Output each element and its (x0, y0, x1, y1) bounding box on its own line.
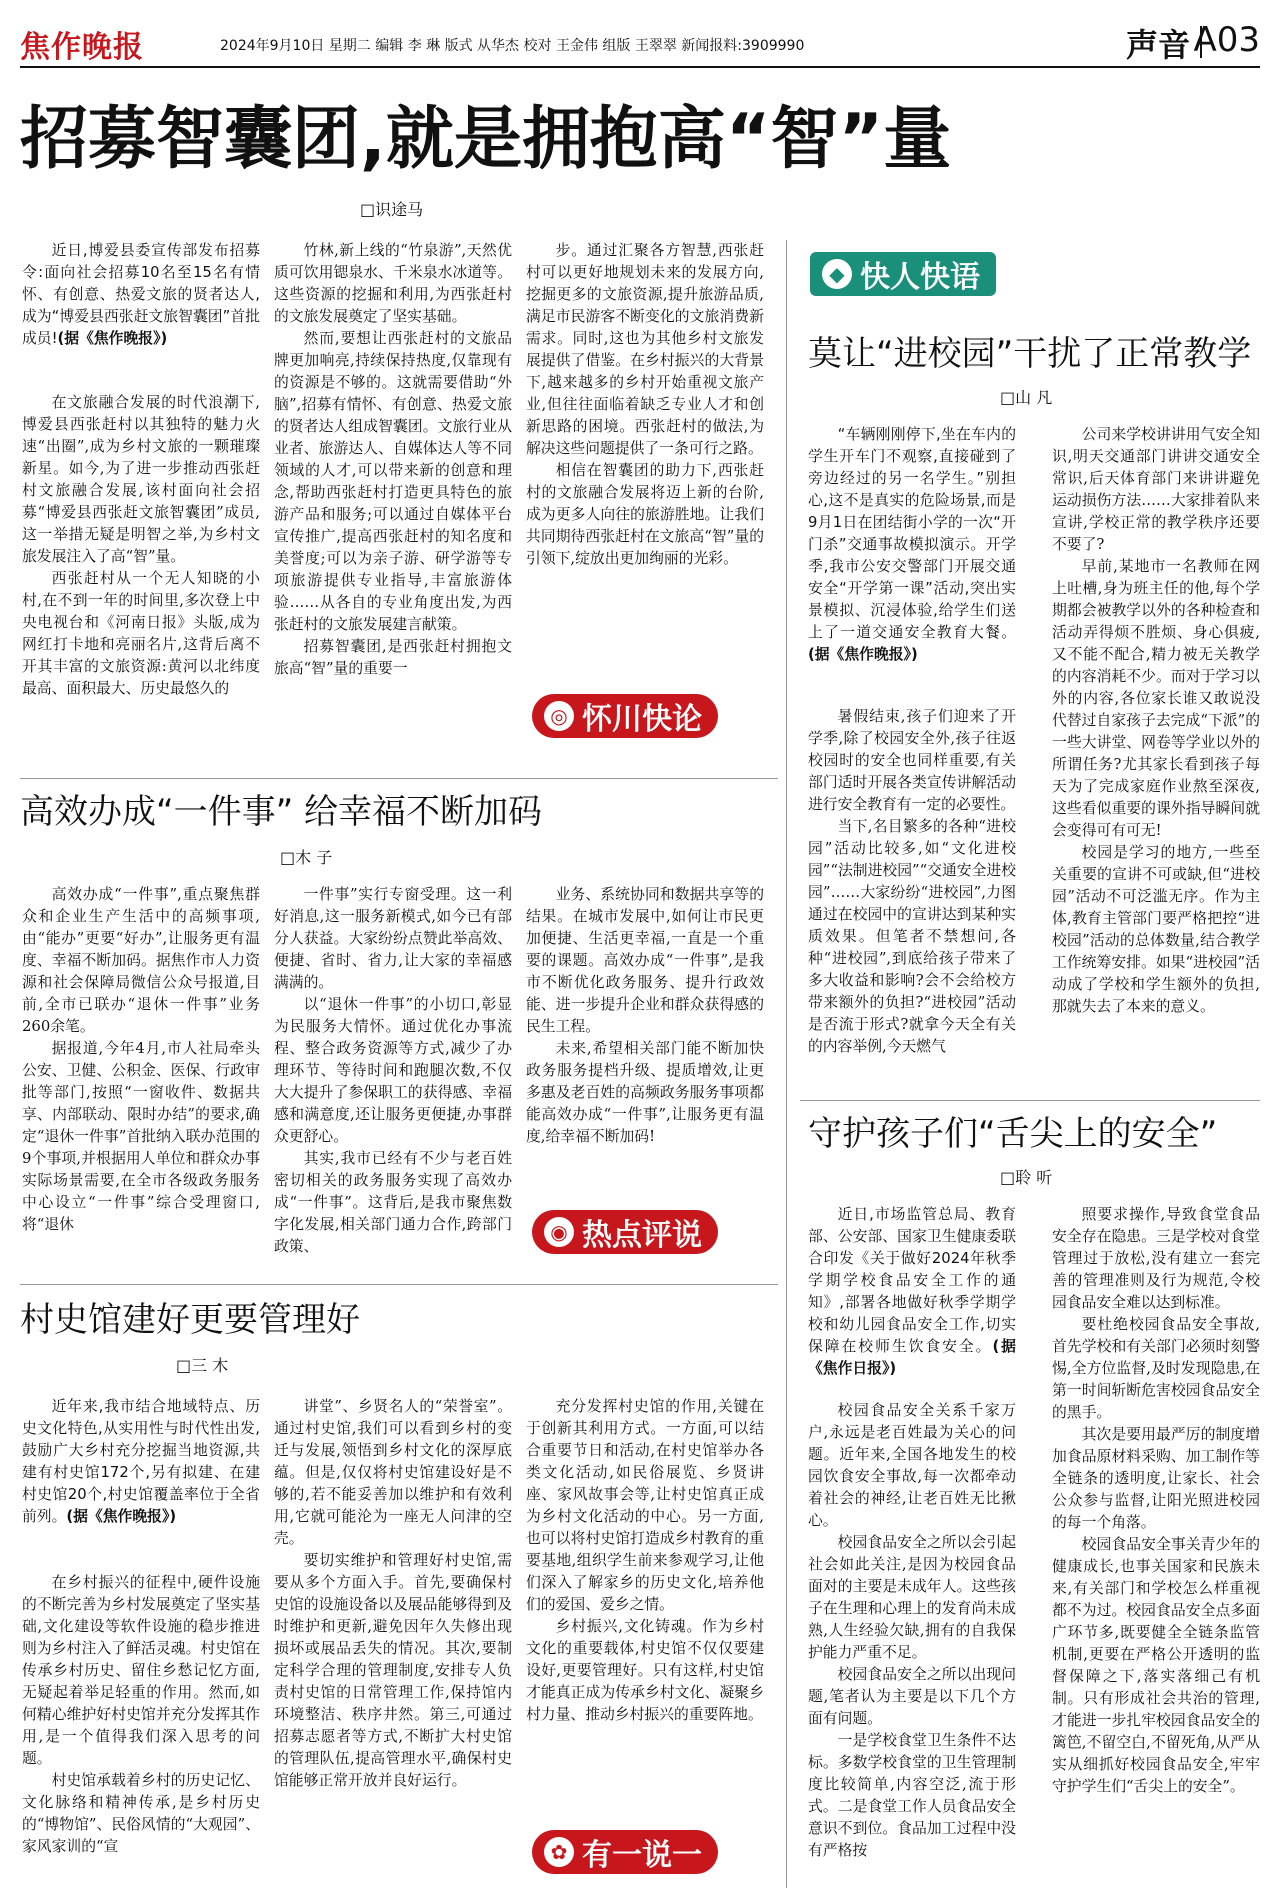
column-divider (786, 240, 787, 1888)
thumbs-icon: ✿ (544, 1837, 574, 1867)
paragraph: 一件事”实行专窗受理。这一利好消息,这一服务新模式,如今已有部分人获益。大家纷纷点赞此举高效、便捷、省时、省力,让大家的幸福感满满的。 (274, 886, 512, 991)
article1-col1 (22, 392, 260, 762)
article1-author: □识途马 (360, 200, 424, 219)
article5-col2 (1052, 1204, 1260, 1888)
paragraph: 未来,希望相关部门能不断加快政务服务提档升级、提质增效,让更多惠及老百姓的高频政务服务事项都能高效办成“一件事”,让服务更有温度,给幸福不断加码! (526, 1040, 764, 1145)
lead-source: (据《焦作日报》) (808, 1338, 1016, 1377)
paragraph: 据报道,今年4月,市人社局牵头公安、卫健、公积金、医保、行政审批等部门,按照“一窗收件、数据共享、内部联动、限时办结”的要求,确定“退休一件事”首批纳入联办范围的9个事项,并根据用人单位和群众办事实际场景需要,在全市各级政务服务中心设立“一件事”综合受理窗口,将“退休 (22, 1040, 260, 1233)
paragraph: 当下,名目繁多的各种“进校园”活动比较多,如“文化进校园”“法制进校园”“交通安全进校园”……大家纷纷“进校园”,力图通过在校园中的宣讲达到某种实质效果。但笔者不禁想问,各种“进校园”,到底给孩子带来了多大收益和影响?会不会给校方带来额外的负担?“进校园”活动是否流于形式?就拿今天全有关的内容举例,今天燃气 (808, 818, 1016, 1055)
paragraph: 校园食品安全之所以出现问题,笔者认为主要是以下几个方面有问题。 (808, 1666, 1016, 1727)
divider (20, 778, 778, 779)
paragraph: 照要求操作,导致食堂食品安全存在隐患。三是学校对食堂管理过于放松,没有建立一套完善的管理准则及行为规范,令校园食品安全难以达到标准。 (1052, 1206, 1260, 1311)
paragraph: 校园食品安全关系千家万户,永远是老百姓最为关心的问题。近年来,全国各地发生的校园饮食安全事故,每一次都牵动着社会的神经,让老百姓无比揪心。 (808, 1402, 1016, 1529)
paragraph: 讲堂”、乡贤名人的“荣誉室”。通过村史馆,我们可以看到乡村的变迁与发展,领悟到乡村文化的深厚底蕴。但是,仅仅将村史馆建设好是不够的,若不能妥善加以维护和有效利用,它就可能沦为一座无人问津的空壳。 (274, 1398, 512, 1547)
article4-col1 (808, 706, 1016, 1082)
wifi-icon: ◉ (544, 1217, 574, 1247)
paragraph: 要杜绝校园食品安全事故,首先学校和有关部门必须时刻警惕,全方位监督,及时发现隐患,在第一时间斩断危害校园食品安全的黑手。 (1052, 1316, 1260, 1421)
banner-redian (532, 1210, 718, 1254)
paragraph: 其实,我市已经有不少与老百姓密切相关的政务服务实现了高效办成“一件事”。这背后,是我市聚焦数字化发展,相关部门通力合作,跨部门政策、 (274, 1150, 512, 1255)
paragraph: 相信在智囊团的助力下,西张赶村的文旅融合发展将迈上新的台阶,成为更多人向往的旅游胜地。让我们共同期待西张赶村在文旅高“智”量的引领下,绽放出更加绚丽的光彩。 (526, 462, 764, 567)
paragraph: 校园是学习的地方,一些至关重要的宣讲不可或缺,但“进校园”活动不可泛滥无序。作为主体,教育主管部门要严格把控“进校园”活动的总体数量,结合教学工作统筹安排。如果“进校园”活动成了学校和学生额外的负担,那就失去了本来的意义。 (1052, 844, 1260, 1015)
article5-lead (808, 1204, 1016, 1384)
lead-source: (据《焦作晚报》) (66, 1508, 177, 1525)
swirl-icon: ◎ (544, 701, 574, 731)
divider (800, 1100, 1260, 1101)
article3-headline: 村史馆建好更要管理好 (20, 1300, 360, 1340)
paragraph: 西张赶村从一个无人知晓的小村,在不到一年的时间里,多次登上中央电视台和《河南日报》头版,成为网红打卡地和亮丽名片,这背后离不开其丰富的文旅资源:黄河以北纬度最高、面积最大、历史最悠久的 (22, 570, 260, 697)
megaphone-icon: ◆ (822, 259, 852, 289)
divider (20, 1284, 778, 1285)
paragraph: 竹林,新上线的“竹泉游”,天然优质可饮用锶泉水、千米泉水冰道等。这些资源的挖掘和利用,为西张赶村的文旅发展奠定了坚实基础。 (274, 242, 512, 325)
banner-text: 有一说一 (582, 1838, 702, 1873)
paragraph: 然而,要想让西张赶村的文旅品牌更加响亮,持续保持热度,仅靠现有的资源是不够的。这就需要借助“外脑”,招募有情怀、有创意、热爱文旅的贤者达人组成智囊团。文旅行业从业者、旅游达人、自媒体达人等不同领域的人才,可以带来新的创意和理念,帮助西张赶村打造更具特色的旅游产品和服务;可以通过自媒体平台宣传推广,提高西张赶村的知名度和美誉度;可以为亲子游、研学游等专项旅游提供专业指导,丰富旅游体验……从各自的专业角度出发,为西张赶村的文旅发展建言献策。 (274, 330, 512, 633)
paragraph: 充分发挥村史馆的作用,关键在于创新其利用方式。一方面,可以结合重要节日和活动,在村史馆举办各类文化活动,如民俗展览、乡贤讲座、家风故事会等,让村史馆真正成为乡村文化活动的中心。另一方面,也可以将村史馆打造成乡村教育的重要基地,组织学生前来参观学习,让他们深入了解家乡的历史文化,培养他们的爱国、爱乡之情。 (526, 1398, 764, 1613)
paragraph: 公司来学校讲讲用气安全知识,明天交通部门讲讲交通安全常识,后天体育部门来讲讲避免运动损伤方法……大家排着队来宣讲,学校正常的教学秩序还要不要了? (1052, 426, 1260, 553)
paragraph: 步。通过汇聚各方智慧,西张赶村可以更好地规划未来的发展方向,挖掘更多的文旅资源,提升旅游品质,满足市民游客不断变化的文旅消费新需求。同时,这也为其他乡村文旅发展提供了借鉴。在乡村振兴的大背景下,越来越多的乡村开始重视文旅产业,但往往面临着缺乏专业人才和创新思路的困境。西张赶村的做法,为解决这些问题提供了一条可行之路。 (526, 242, 764, 457)
issue-meta: 2024年9月10日 星期二 编辑 李 琳 版式 从华杰 校对 王金伟 组版 王翠翠 新闻报料:3909990 (220, 38, 805, 54)
masthead (20, 18, 1260, 65)
banner-youyi (532, 1830, 718, 1874)
lead-text: 近日,博爱县委宣传部发布招募令:面向社会招募10名至15名有情怀、有创意、热爱文旅的贤者达人,成为“博爱县西张赶文旅智囊团”首批成员! (22, 242, 260, 347)
article3-col3 (526, 1396, 764, 1808)
article4-col2 (1052, 424, 1260, 1082)
article1-headline: 招募智囊团,就是拥抱高“智”量 (20, 100, 952, 179)
article3-lead (22, 1396, 260, 1556)
header-rule (20, 66, 1260, 68)
paragraph: 要切实维护和管理好村史馆,需要从多个方面入手。首先,要确保村史馆的设施设备以及展品能够得到及时维护和更新,避免因年久失修出现损坏或展品丢失的情况。其次,要制定科学合理的管理制度,安排专人负责村史馆的日常管理工作,保持馆内环境整洁、秩序井然。第三,可通过招募志愿者等方式,不断扩大村史馆的管理队伍,提高管理水平,确保村史馆能够正常开放并良好运行。 (274, 1552, 512, 1789)
article2-col3 (526, 884, 764, 1184)
banner-text: 热点评说 (582, 1218, 702, 1253)
article4-lead (808, 424, 1016, 690)
banner-text: 怀川快论 (582, 702, 702, 737)
article5-author: □聆 听 (1000, 1168, 1053, 1187)
article3-col1 (22, 1572, 260, 1888)
article2-col1 (22, 884, 260, 1264)
paragraph: 早前,某地市一名教师在网上吐槽,身为班主任的他,每个学期都会被教学以外的各种检查和活动弄得烦不胜烦、身心俱疲,又不能不配合,精力被无关教学的内容消耗不少。而对于学习以外的内容,各位家长谁又敢说没代替过自家孩子去完成“下派”的一些大讲堂、网卷等学业以外的所谓任务?尤其家长看到孩子每天为了完成家庭作业熬至深夜,这些看似重要的课外指导瞬间就会变得可有可无! (1052, 558, 1260, 839)
article4-author: □山 凡 (1000, 388, 1053, 407)
lead-text: 近日,市场监管总局、教育部、公安部、国家卫生健康委联合印发《关于做好2024年秋季学期学校食品安全工作的通知》,部署各地做好秋季学期学校和幼儿园食品安全工作,切实保障在校师生饮食安全。 (808, 1206, 1016, 1355)
newspaper-logo: 焦作晚报 (20, 30, 144, 65)
article1-col3 (526, 240, 764, 640)
paragraph: 在文旅融合发展的时代浪潮下,博爱县西张赶村以其独特的魅力火速“出圈”,成为乡村文旅的一颗璀璨新星。如今,为了进一步推动西张赶村文旅融合发展,该村面向社会招募“博爱县西张赶文旅智囊团”成员,这一举措无疑是明智之举,为乡村文旅发展注入了高“智”量。 (22, 394, 260, 565)
paragraph: 乡村振兴,文化铸魂。作为乡村文化的重要载体,村史馆不仅仅要建设好,更要管理好。只有这样,村史馆才能真正成为传承乡村文化、凝聚乡村力量、推动乡村振兴的重要阵地。 (526, 1618, 764, 1723)
paragraph: 业务、系统协同和数据共享等的结果。在城市发展中,如何让市民更加便捷、生活更幸福,一直是一个重要的课题。高效办成“一件事”,是我市不断优化政务服务、提升行政效能、进一步提升企业和群众获得感的民生工程。 (526, 886, 764, 1035)
page-number: A03 (1193, 20, 1260, 60)
banner-text: 快人快语 (860, 260, 980, 295)
article3-author: □三 木 (176, 1356, 229, 1375)
article2-col2 (274, 884, 512, 1264)
paragraph: 高效办成“一件事”,重点聚焦群众和企业生产生活中的高频事项,由“能办”更要“好办”,让服务更有温度、幸福不断加码。据焦作市人力资源和社会保障局微信公众号报道,目前,全市已联办“退休一件事”业务260余笔。 (22, 886, 260, 1035)
paragraph: 在乡村振兴的征程中,硬件设施的不断完善为乡村发展奠定了坚实基础,文化建设等软件设施的稳步推进则为乡村注入了鲜活灵魂。村史馆在传承乡村历史、留住乡愁记忆方面,无疑起着举足轻重的作用。然而,如何精心维护好村史馆并充分发挥其作用,是一个值得我们深入思考的问题。 (22, 1574, 260, 1767)
article4-headline: 莫让“进校园”干扰了正常教学 (808, 334, 1252, 374)
paragraph: 以“退休一件事”的小切口,彰显为民服务大情怀。通过优化办事流程、整合政务资源等方式,减少了办理环节、等待时间和跑腿次数,不仅大大提升了参保职工的获得感、幸福感和满意度,还让服务更便捷,办事群众更舒心。 (274, 996, 512, 1145)
article5-col1 (808, 1400, 1016, 1888)
article1-col2 (274, 240, 512, 762)
lead-text: “车辆刚刚停下,坐在车内的学生开车门不观察,直接碰到了旁边经过的另一名学生。”别担心,这不是真实的危险场景,而是9月1日在团结街小学的一次“开门杀”交通事故模拟演示。开学季,我市公安交警部门开展交通安全“开学第一课”活动,突出实景模拟、沉浸体验,给学生们送上了一道交通安全教育大餐。 (808, 426, 1016, 641)
paragraph: 招募智囊团,是西张赶村拥抱文旅高“智”量的重要一 (274, 638, 512, 677)
article1-lead (22, 240, 260, 374)
paragraph: 村史馆承载着乡村的历史记忆、文化脉络和精神传承,是乡村历史的“博物馆”、民俗风情的“大观园”、家风家训的“宣 (22, 1772, 260, 1855)
lead-text: 近年来,我市结合地域特点、历史文化特色,从实用性与时代性出发,鼓励广大乡村充分挖掘当地资源,共建有村史馆172个,另有拟建、在建村史馆20个,村史馆覆盖率位于全省前列。 (22, 1398, 260, 1525)
paragraph: 其次是要用最严厉的制度增加食品原材料采购、加工制作等全链条的透明度,让家长、社会公众参与监督,让阳光照进校园的每一个角落。 (1052, 1426, 1260, 1531)
paragraph: 一是学校食堂卫生条件不达标。多数学校食堂的卫生管理制度比较简单,内容空泛,流于形式。二是食堂工作人员食品安全意识不到位。食品加工过程中没有严格按 (808, 1732, 1016, 1859)
article2-headline: 高效办成“一件事” 给幸福不断加码 (20, 792, 543, 832)
section-name: 声音 (1125, 26, 1190, 64)
article3-col2 (274, 1396, 512, 1888)
article5-headline: 守护孩子们“舌尖上的安全” (808, 1114, 1218, 1154)
article2-author: □木 子 (280, 848, 333, 867)
paragraph: 校园食品安全事关青少年的健康成长,也事关国家和民族未来,有关部门和学校怎么样重视都不为过。校园食品安全点多面广环节多,既要健全全链条监管机制,更要在严格公开透明的监督保障之下,落实落细己有机制。只有形成社会共治的管理,才能进一步扎牢校园食品安全的篱笆,不留空白,不留死角,从严从实从细抓好校园食品安全,牢牢守护学生们“舌尖上的安全”。 (1052, 1536, 1260, 1795)
paragraph: 暑假结束,孩子们迎来了开学季,除了校园安全外,孩子往返校园时的安全也同样重要,有关部门适时开展各类宣传讲解活动进行安全教育有一定的必要性。 (808, 708, 1016, 813)
lead-source: (据《焦作晚报》) (57, 330, 168, 347)
banner-huaichuan (532, 694, 718, 738)
paragraph: 校园食品安全之所以会引起社会如此关注,是因为校园食品面对的主要是未成年人。这些孩子在生理和心理上的发育尚未成熟,人生经验欠缺,拥有的自我保护能力严重不足。 (808, 1534, 1016, 1661)
lead-source: (据《焦作晚报》) (808, 646, 918, 663)
banner-kuairen (810, 252, 996, 296)
